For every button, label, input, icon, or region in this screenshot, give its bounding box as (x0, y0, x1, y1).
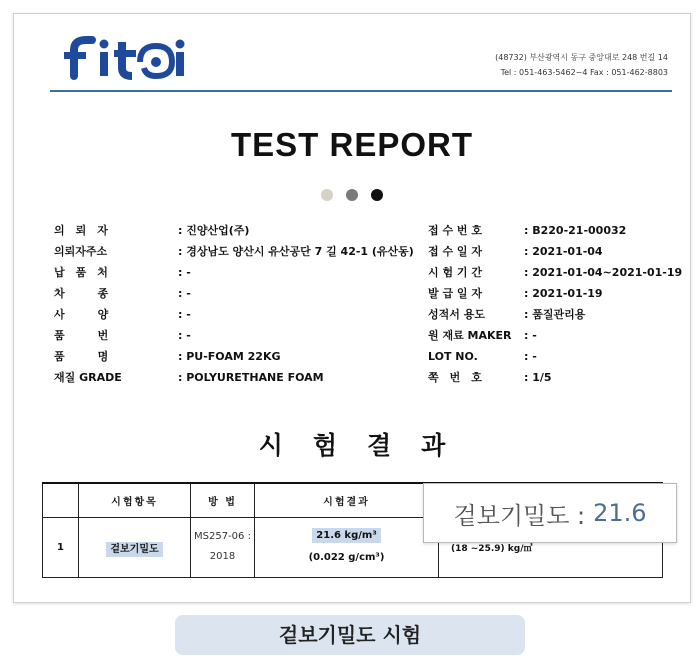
info-value: : 진양산업(주) (178, 224, 250, 237)
dot-2 (346, 189, 358, 201)
info-row (428, 220, 688, 241)
info-row (54, 346, 414, 367)
result-value: 21.6 kg/m³ (312, 528, 380, 543)
info-label: 품 번 (54, 329, 109, 342)
dot-3 (371, 189, 383, 201)
header-result: 시험결과 (255, 483, 439, 517)
address-block (495, 50, 668, 80)
info-row (54, 283, 414, 304)
callout-value: 21.6 (593, 499, 647, 527)
info-row (428, 346, 688, 367)
info-label: 시 험 기 간 (428, 266, 482, 279)
report-title: TEST REPORT (230, 126, 474, 163)
info-row (428, 283, 688, 304)
info-row (428, 262, 688, 283)
info-value: : 2021-01-04 (524, 245, 603, 258)
spec-value: (18 ~25.9) kg/㎥ (451, 543, 533, 554)
header-divider (50, 90, 672, 92)
row-result (255, 517, 439, 577)
info-label: 접 수 번 호 (428, 224, 482, 237)
info-row (428, 325, 688, 346)
info-value: : - (524, 350, 537, 363)
dot-1 (321, 189, 333, 201)
header-no (43, 483, 79, 517)
info-row (428, 241, 688, 262)
info-label: 의 뢰 자 (54, 224, 108, 237)
header-item: 시험항목 (79, 483, 191, 517)
info-label: 재질 GRADE (54, 371, 122, 384)
info-value: : 경상남도 양산시 유산공단 7 길 42-1 (유산동) (178, 245, 414, 258)
info-row (54, 241, 414, 262)
info-value: : - (178, 308, 191, 321)
result-converted: (0.022 g/cm³) (308, 552, 385, 563)
info-label: 접 수 일 자 (428, 245, 482, 258)
info-label: 납 품 처 (54, 266, 108, 279)
method-year: 2018 (209, 551, 236, 562)
dot-indicator (14, 186, 690, 205)
row-number: 1 (43, 517, 79, 577)
info-value: : - (524, 329, 537, 342)
info-row (54, 367, 414, 388)
fiti-logo (56, 32, 186, 82)
info-label: 사 양 (54, 308, 109, 321)
caption-banner: 겉보기밀도 시험 (175, 615, 525, 655)
info-value: : 2021-01-19 (524, 287, 603, 300)
phone-fax-line: Tel : 051-463-5462~4 Fax : 051-462-8803 (500, 68, 668, 77)
callout-label: 겉보기밀도 : (453, 501, 586, 530)
section-title: 시험결과 (258, 431, 476, 460)
info-row (428, 304, 688, 325)
info-value: : 1/5 (524, 371, 552, 384)
info-row (54, 304, 414, 325)
info-label: 차 종 (54, 287, 109, 300)
info-label: 성적서 용도 (428, 308, 485, 321)
info-value: : - (178, 266, 191, 279)
info-label: 원 재료 MAKER (428, 329, 512, 342)
row-item (79, 517, 191, 577)
info-value: : POLYURETHANE FOAM (178, 371, 324, 384)
info-row (428, 367, 688, 388)
info-label: 발 급 일 자 (428, 287, 482, 300)
item-highlight: 겉보기밀도 (106, 542, 162, 557)
info-value: : 2021-01-04~2021-01-19 (524, 266, 683, 279)
info-label: LOT NO. (428, 350, 478, 363)
info-value: : - (178, 287, 191, 300)
info-label: 품 명 (54, 350, 109, 363)
info-value: : 품질관리용 (524, 308, 586, 321)
row-method (191, 517, 255, 577)
info-value: : - (178, 329, 191, 342)
info-value: : PU-FOAM 22KG (178, 350, 281, 363)
info-label: 쪽 번 호 (428, 371, 482, 384)
info-value: : B220-21-00032 (524, 224, 627, 237)
info-row (54, 262, 414, 283)
info-row (54, 220, 414, 241)
density-callout (423, 483, 677, 543)
receipt-info (428, 220, 688, 388)
address-line: (48732) 부산광역시 동구 중앙대로 248 번길 14 (495, 53, 668, 62)
info-label: 의뢰자주소 (54, 245, 108, 258)
method-code: MS257-06 : (194, 531, 251, 542)
header-method: 방 법 (191, 483, 255, 517)
info-row (54, 325, 414, 346)
client-info (54, 220, 414, 388)
test-report-document (13, 13, 691, 603)
